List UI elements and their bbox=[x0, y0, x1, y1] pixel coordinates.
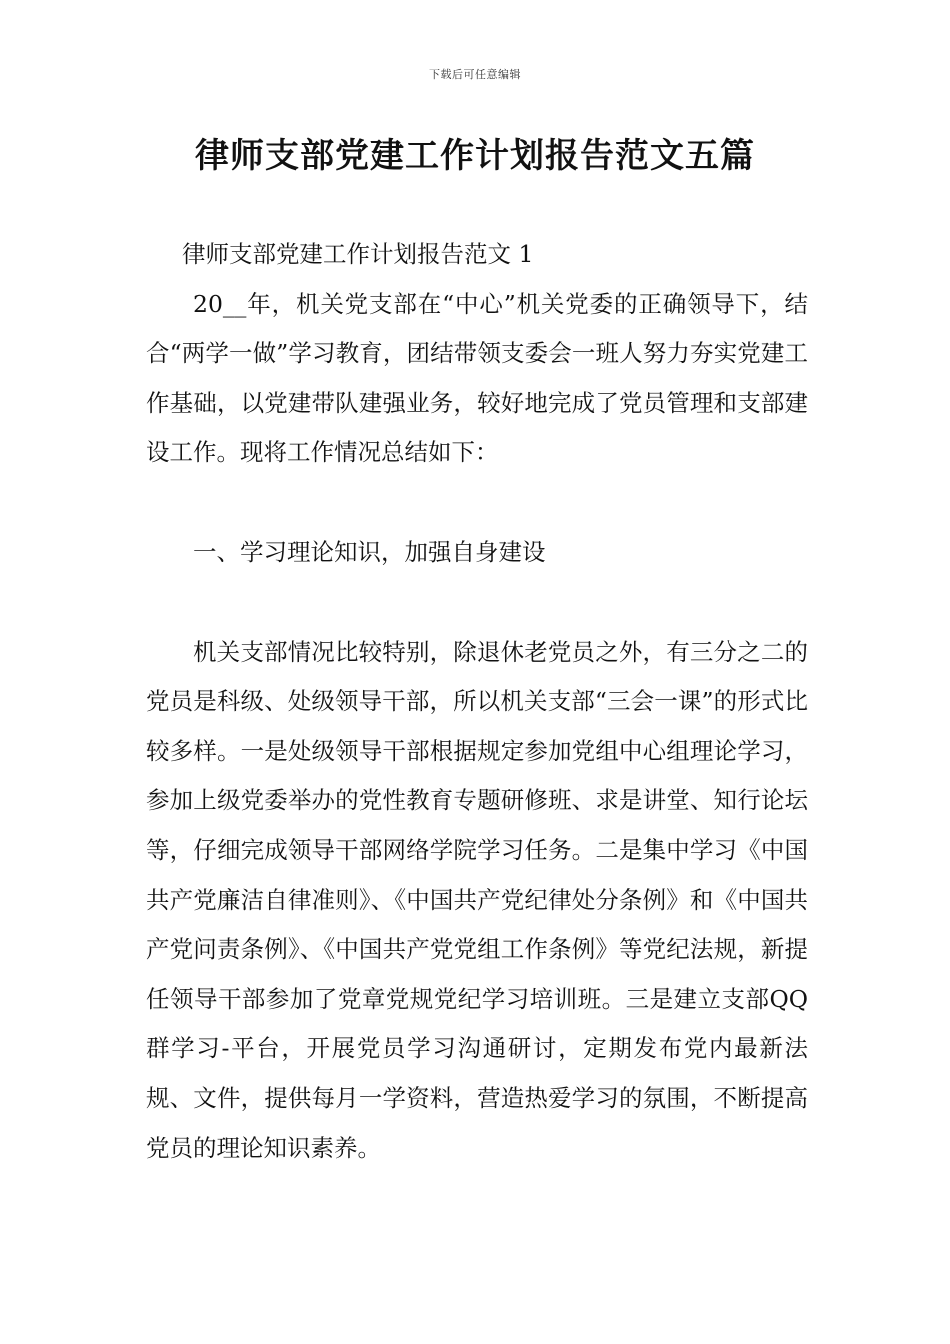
document-title: 律师支部党建工作计划报告范文五篇 bbox=[195, 136, 755, 176]
header-note: 下载后可任意编辑 bbox=[429, 68, 521, 81]
article-subtitle: 律师支部党建工作计划报告范文 1 bbox=[182, 240, 534, 268]
paragraph-study: 机关支部情况比较特别，除退休老党员之外，有三分之二的党员是科级、处级领导干部，所以机关支部“三会一课”的形式比较多样。一是处级领导干部根据规定参加党组中心组理论学习，参加上级党委举办的党性教育专题研修班、求是讲堂、知行论坛等，仔细完成领导干部网络学院学习任务。二是集中学习《中国共产党廉洁自律准则》、《中国共产党纪律处分条例》和《中国共产党问责条例》、《中国共产党党组工作条例》等党纪法规，新提任领导干部参加了党章党规党纪学习培训班。三是建立支部QQ群学习-平台，开展党员学习沟通研讨，定期发布党内最新法规、文件，提供每月一学资料，营造热爱学习的氛围，不断提高党员的理论知识素养。 bbox=[146, 637, 808, 1162]
paragraph-intro: 20__年，机关党支部在“中心”机关党委的正确领导下，结合“两学一做”学习教育，团结带领支委会一班人努力夯实党建工作基础，以党建带队建强业务，较好地完成了党员管理和支部建设工作。现将工作情况总结如下： bbox=[146, 289, 808, 467]
section-heading-1: 一、学习理论知识，加强自身建设 bbox=[193, 537, 546, 566]
document-body bbox=[146, 230, 808, 1173]
